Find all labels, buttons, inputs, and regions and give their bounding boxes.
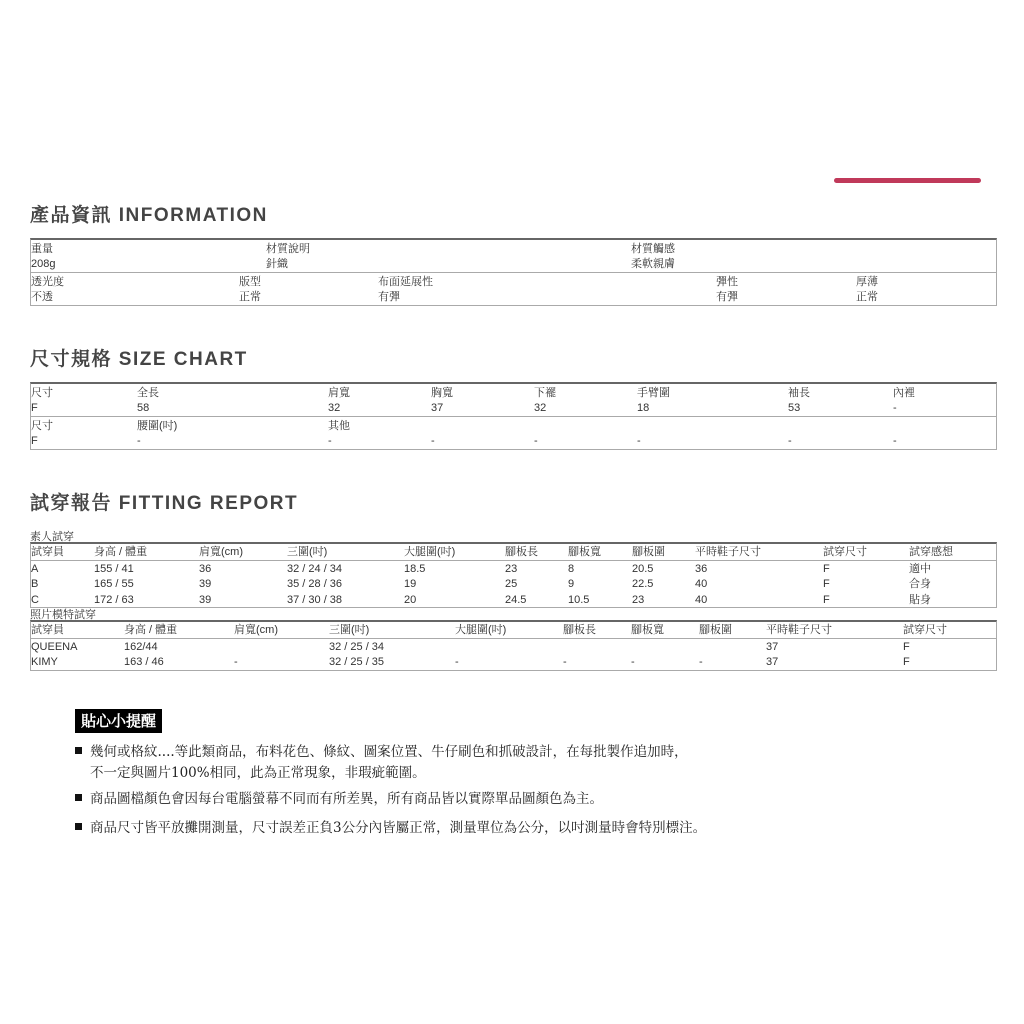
table-cell: 37 — [766, 640, 779, 653]
table-cell: KIMY — [31, 656, 58, 668]
table-cell: 162/44 — [124, 640, 158, 653]
table-cell: 39 — [199, 593, 212, 606]
size-cell: 下襬 32 — [534, 387, 556, 414]
table-cell: 36 — [695, 562, 708, 575]
table-cell: - — [455, 656, 459, 668]
reminder-note: 幾何或格紋....等此類商品，布料花色、條紋、圖案位置、牛仔刷色和抓破設計，在每批製作追加時， 不一定與圖片100%相同，此為正常現象，非瑕疵範圍。 — [75, 742, 688, 784]
table-header — [31, 544, 996, 561]
table-cell: 35 / 28 / 36 — [287, 578, 343, 590]
column-header: 腳板圍 — [699, 624, 732, 636]
table-cell: 20 — [404, 593, 417, 606]
size-cell: - — [431, 435, 435, 447]
table-cell: 貼身 — [909, 593, 931, 606]
table-cell: 19 — [404, 578, 417, 590]
column-header: 三圍(吋) — [329, 624, 370, 636]
table-cell: 合身 — [909, 578, 931, 590]
table-cell: F — [823, 593, 830, 606]
table-cell: 22.5 — [632, 578, 654, 590]
table-row — [31, 654, 996, 670]
table-cell: 32 / 25 / 35 — [329, 656, 385, 668]
table-cell: 172 / 63 — [94, 593, 134, 606]
table-cell: - — [631, 656, 635, 668]
size-cell: 全長 58 — [137, 387, 159, 414]
table-cell: A — [31, 562, 39, 575]
bullet-icon — [75, 747, 82, 754]
table-cell: 37 — [766, 656, 779, 668]
size-cell: 尺寸 F — [31, 420, 53, 447]
table-cell: 24.5 — [505, 593, 527, 606]
table-cell: 40 — [695, 578, 708, 590]
size-cell: - — [534, 435, 538, 447]
column-header: 平時鞋子尺寸 — [695, 546, 761, 558]
column-header: 肩寬(cm) — [199, 546, 243, 558]
table-row — [31, 592, 996, 608]
table-cell: - — [234, 656, 238, 668]
size-chart-title: 尺寸規格 SIZE CHART — [30, 349, 248, 370]
model-fitting-label: 照片模特試穿 — [30, 609, 96, 621]
table-cell: F — [903, 656, 910, 668]
table-cell: - — [563, 656, 567, 668]
column-header: 肩寬(cm) — [234, 624, 278, 636]
size-cell: - — [637, 435, 641, 447]
info-cell: 布面延展性 有彈 — [378, 276, 433, 303]
table-cell: C — [31, 593, 39, 606]
size-cell: 袖長 53 — [788, 387, 810, 414]
information-title: 產品資訊 INFORMATION — [30, 205, 268, 226]
size-cell: 胸寬 37 — [431, 387, 453, 414]
table-cell: 32 / 24 / 34 — [287, 562, 343, 575]
table-cell: 25 — [505, 578, 518, 590]
column-header: 身高 / 體重 — [94, 546, 148, 558]
table-cell: - — [699, 656, 703, 668]
column-header: 試穿員 — [31, 624, 64, 636]
table-cell: 20.5 — [632, 562, 654, 575]
table-cell: 18.5 — [404, 562, 426, 575]
table-cell: 9 — [568, 578, 575, 590]
column-header: 平時鞋子尺寸 — [766, 624, 832, 636]
model-fitting-table — [30, 620, 997, 671]
info-cell: 版型 正常 — [239, 276, 261, 303]
table-cell: 163 / 46 — [124, 656, 164, 668]
size-cell: 其他 - — [328, 420, 350, 447]
info-cell: 彈性 有彈 — [716, 276, 738, 303]
accent-bar — [834, 178, 981, 183]
size-chart-row-2 — [30, 417, 997, 450]
column-header: 大腿圍(吋) — [404, 546, 456, 558]
info-cell: 材質說明 針織 — [266, 243, 310, 270]
table-header — [31, 622, 996, 639]
info-cell: 透光度 不透 — [31, 276, 64, 303]
size-chart-row-1 — [30, 382, 997, 417]
amateur-fitting-table — [30, 542, 997, 608]
information-row-2 — [30, 273, 997, 306]
table-cell: 23 — [505, 562, 518, 575]
table-cell: 165 / 55 — [94, 578, 134, 590]
column-header: 試穿尺寸 — [823, 546, 867, 558]
bullet-icon — [75, 823, 82, 830]
table-cell: 40 — [695, 593, 708, 606]
reminder-note: 商品圖檔顏色會因每台電腦螢幕不同而有所差異，所有商品皆以實際單品圖顏色為主。 — [75, 789, 603, 810]
table-row — [31, 561, 996, 577]
size-cell: 尺寸 F — [31, 387, 53, 414]
information-table — [30, 238, 997, 306]
reminder-title: 貼心小提醒 — [75, 709, 162, 733]
table-cell: 37 / 30 / 38 — [287, 593, 343, 606]
amateur-fitting-label: 素人試穿 — [30, 531, 74, 543]
table-cell: 23 — [632, 593, 645, 606]
table-cell: 36 — [199, 562, 212, 575]
column-header: 腳板圍 — [632, 546, 665, 558]
table-cell: 適中 — [909, 562, 931, 575]
column-header: 腳板長 — [563, 624, 596, 636]
size-cell: 肩寬 32 — [328, 387, 350, 414]
column-header: 腳板寬 — [568, 546, 601, 558]
info-cell: 厚薄 正常 — [856, 276, 878, 303]
table-cell: 155 / 41 — [94, 562, 134, 575]
table-cell: F — [823, 578, 830, 590]
size-cell: - — [893, 435, 897, 447]
bullet-icon — [75, 794, 82, 801]
column-header: 試穿感想 — [909, 546, 953, 558]
column-header: 身高 / 體重 — [124, 624, 178, 636]
size-cell: 內裡 - — [893, 387, 915, 414]
size-cell: - — [788, 435, 792, 447]
table-cell: 10.5 — [568, 593, 590, 606]
column-header: 大腿圍(吋) — [455, 624, 507, 636]
table-row — [31, 576, 996, 592]
table-cell: 8 — [568, 562, 575, 575]
column-header: 試穿員 — [31, 546, 64, 558]
info-cell: 材質觸感 柔軟親膚 — [631, 243, 675, 270]
column-header: 三圍(吋) — [287, 546, 328, 558]
table-cell: F — [823, 562, 830, 575]
column-header: 腳板寬 — [631, 624, 664, 636]
table-cell: 32 / 25 / 34 — [329, 640, 385, 653]
column-header: 試穿尺寸 — [903, 624, 947, 636]
size-chart-table — [30, 382, 997, 450]
table-cell: F — [903, 640, 910, 653]
table-cell: B — [31, 578, 39, 590]
table-cell: 39 — [199, 578, 212, 590]
size-cell: 腰圍(吋) - — [137, 420, 178, 447]
table-cell: QUEENA — [31, 640, 78, 653]
fitting-title: 試穿報告 FITTING REPORT — [30, 493, 299, 514]
size-cell: 手臂圍 18 — [637, 387, 670, 414]
column-header: 腳板長 — [505, 546, 538, 558]
information-row-1 — [30, 238, 997, 273]
info-cell: 重量 208g — [31, 243, 56, 270]
table-row — [31, 639, 996, 655]
reminder-note: 商品尺寸皆平放攤開測量，尺寸誤差正負3公分內皆屬正常，測量單位為公分，以吋測量時會特別標注。 — [75, 818, 706, 839]
